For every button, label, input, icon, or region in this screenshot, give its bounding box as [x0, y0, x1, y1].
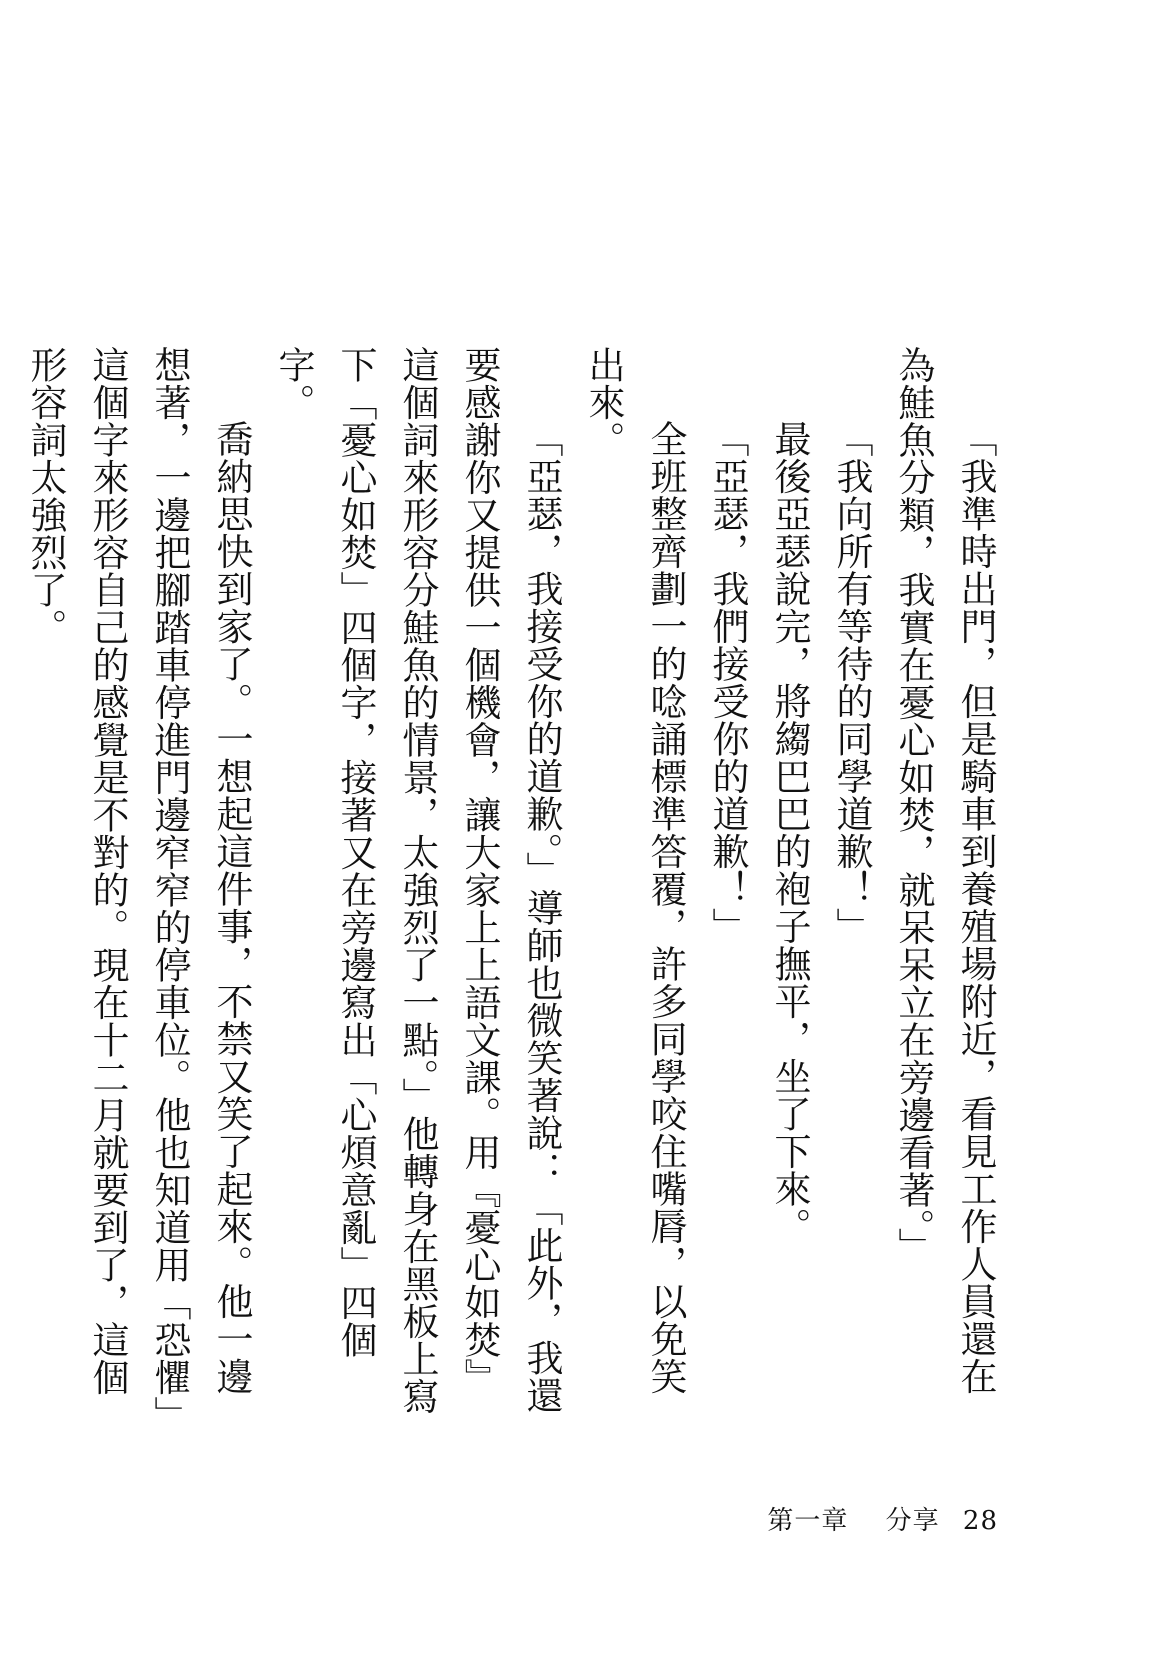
paragraph-6: 「亞瑟，我接受你的道歉。」導師也微笑著說：「此外，我還要感謝你又提供一個機會，讓大家上上語文課。用『憂心如焚』這個詞來形容分鮭魚的情景，太強烈了一點。」他轉身在黑板上寫下「憂心如焚」四個字，接著又在旁邊寫出「心煩意亂」四個字。: [272, 346, 563, 1415]
body-text: [24, 346, 1006, 1426]
chapter-label: 第一章: [767, 1506, 849, 1536]
paragraph-2: 「我向所有等待的同學道歉！」: [830, 420, 873, 945]
paragraph-7: 喬納思快到家了。一想起這件事，不禁又笑了起來。他一邊想著，一邊把腳踏車停進門邊窄窄的停車位。他也知道用「恐懼」這個字來形容自己的感覺是不對的。現在十二月就要到了，這個形容詞太強烈了。: [24, 346, 253, 1415]
page-number: 28: [962, 1506, 998, 1536]
paragraph-1: 「我準時出門，但是騎車到養殖場附近，看見工作人員還在為鮭魚分類，我實在憂心如焚，就呆呆立在旁邊看著。」: [892, 346, 997, 1395]
paragraph-3: 最後亞瑟說完，將縐巴巴的袍子撫平，坐了下來。: [768, 420, 811, 1245]
page-footer: [767, 1500, 998, 1537]
paragraph-5: 全班整齊劃一的唸誦標準答覆，許多同學咬住嘴脣，以免笑出來。: [582, 346, 687, 1395]
section-label: 分享: [885, 1506, 940, 1536]
paragraph-4: 「亞瑟，我們接受你的道歉！」: [706, 420, 749, 945]
